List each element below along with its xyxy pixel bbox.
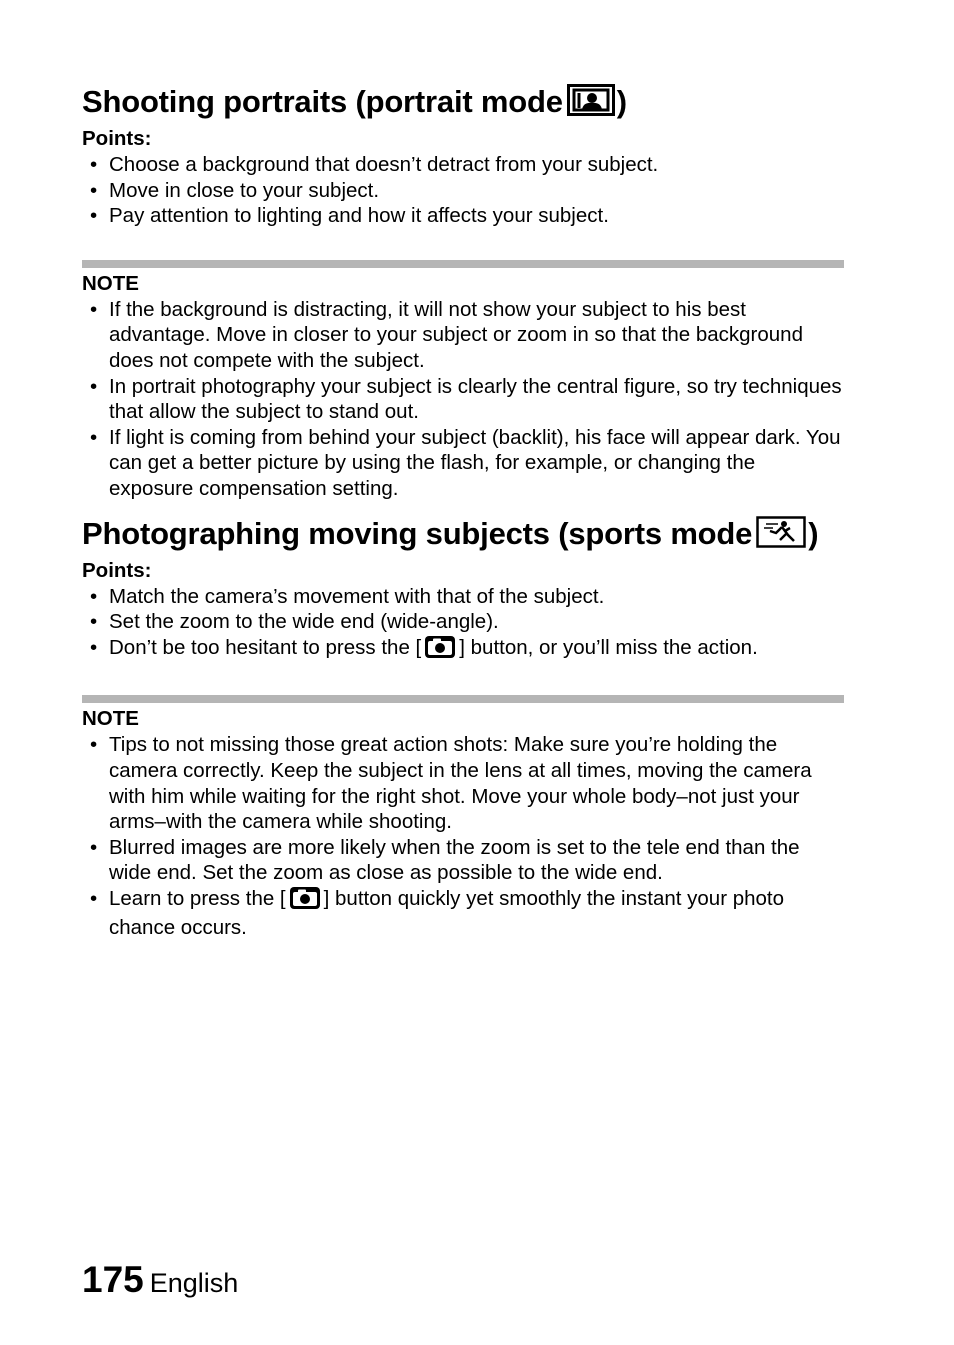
bullet: • (90, 297, 98, 321)
portrait-points-list (82, 152, 844, 229)
shutter-button-icon (290, 887, 320, 916)
bullet: • (90, 178, 98, 202)
bullet: • (90, 835, 98, 859)
points-label: Points: (82, 127, 152, 150)
bullet: • (90, 584, 98, 608)
list-item: • Set the zoom to the wide end (wide-angle). (90, 610, 499, 634)
list-item: • In portrait photography your subject is clearly the central figure, so try techniques that allow the subject to stand out. (90, 374, 842, 424)
section-title-portrait: Shooting portraits (portrait mode ) (82, 82, 844, 126)
bullet: • (90, 635, 98, 659)
list-item: • Choose a background that doesn’t detract from your subject. (90, 153, 659, 176)
section-title-sports: Photographing moving subjects (sports mode ) (82, 514, 844, 558)
language-label: English (149, 1268, 239, 1298)
note-label: NOTE (82, 271, 139, 295)
list-item: • Don’t be too hesitant to press the [ ] button, or you’ll miss the action. (82, 635, 844, 665)
portrait-mode-icon (567, 84, 615, 126)
bullet: • (90, 610, 98, 634)
bullet: • (90, 886, 98, 910)
points-label: Points: (82, 558, 152, 582)
portrait-notes-list (82, 297, 844, 502)
list-item: • If light is coming from behind your subject (backlit), his face will appear dark. You can get a better picture by using the flash, for example, or changing the exposure compensation setting. (90, 425, 841, 500)
bullet: • (90, 425, 98, 449)
list-item: • Pay attention to lighting and how it affects your subject. (90, 204, 609, 228)
list-item: • Match the camera’s movement with that of the subject. (90, 584, 605, 608)
list-item: • If the background is distracting, it will not show your subject to his best advantage. Move in closer to your subject or zoom in so that the background does not compete with the subject. (90, 297, 803, 372)
manual-page (82, 82, 844, 941)
list-item: • Move in close to your subject. (90, 178, 380, 202)
page-footer (82, 1258, 238, 1305)
sports-notes-list (82, 732, 844, 941)
list-item: • Tips to not missing those great action shots: Make sure you’re holding the camera correctly. Keep the subject in the lens at all times, moving the camera with him while waiting for the right shot. Move your whole body–not just your arms–with the camera while shooting. (90, 733, 812, 834)
list-item: • Blurred images are more likely when the zoom is set to the tele end than the wide end. Set the zoom as close as possible to the wide end. (90, 835, 800, 885)
sports-mode-icon (756, 516, 806, 558)
page-number: 175 (82, 1259, 144, 1300)
sports-points-list (82, 584, 844, 665)
note-divider (82, 260, 844, 268)
bullet: • (90, 204, 98, 228)
bullet: • (90, 374, 98, 398)
note-label: NOTE (82, 707, 139, 731)
note-divider (82, 695, 844, 703)
shutter-button-icon (425, 636, 455, 665)
bullet: • (90, 153, 98, 176)
list-item: • Learn to press the [ ] button quickly yet smoothly the instant your photo chance occurs. (90, 886, 785, 940)
bullet: • (90, 733, 98, 757)
